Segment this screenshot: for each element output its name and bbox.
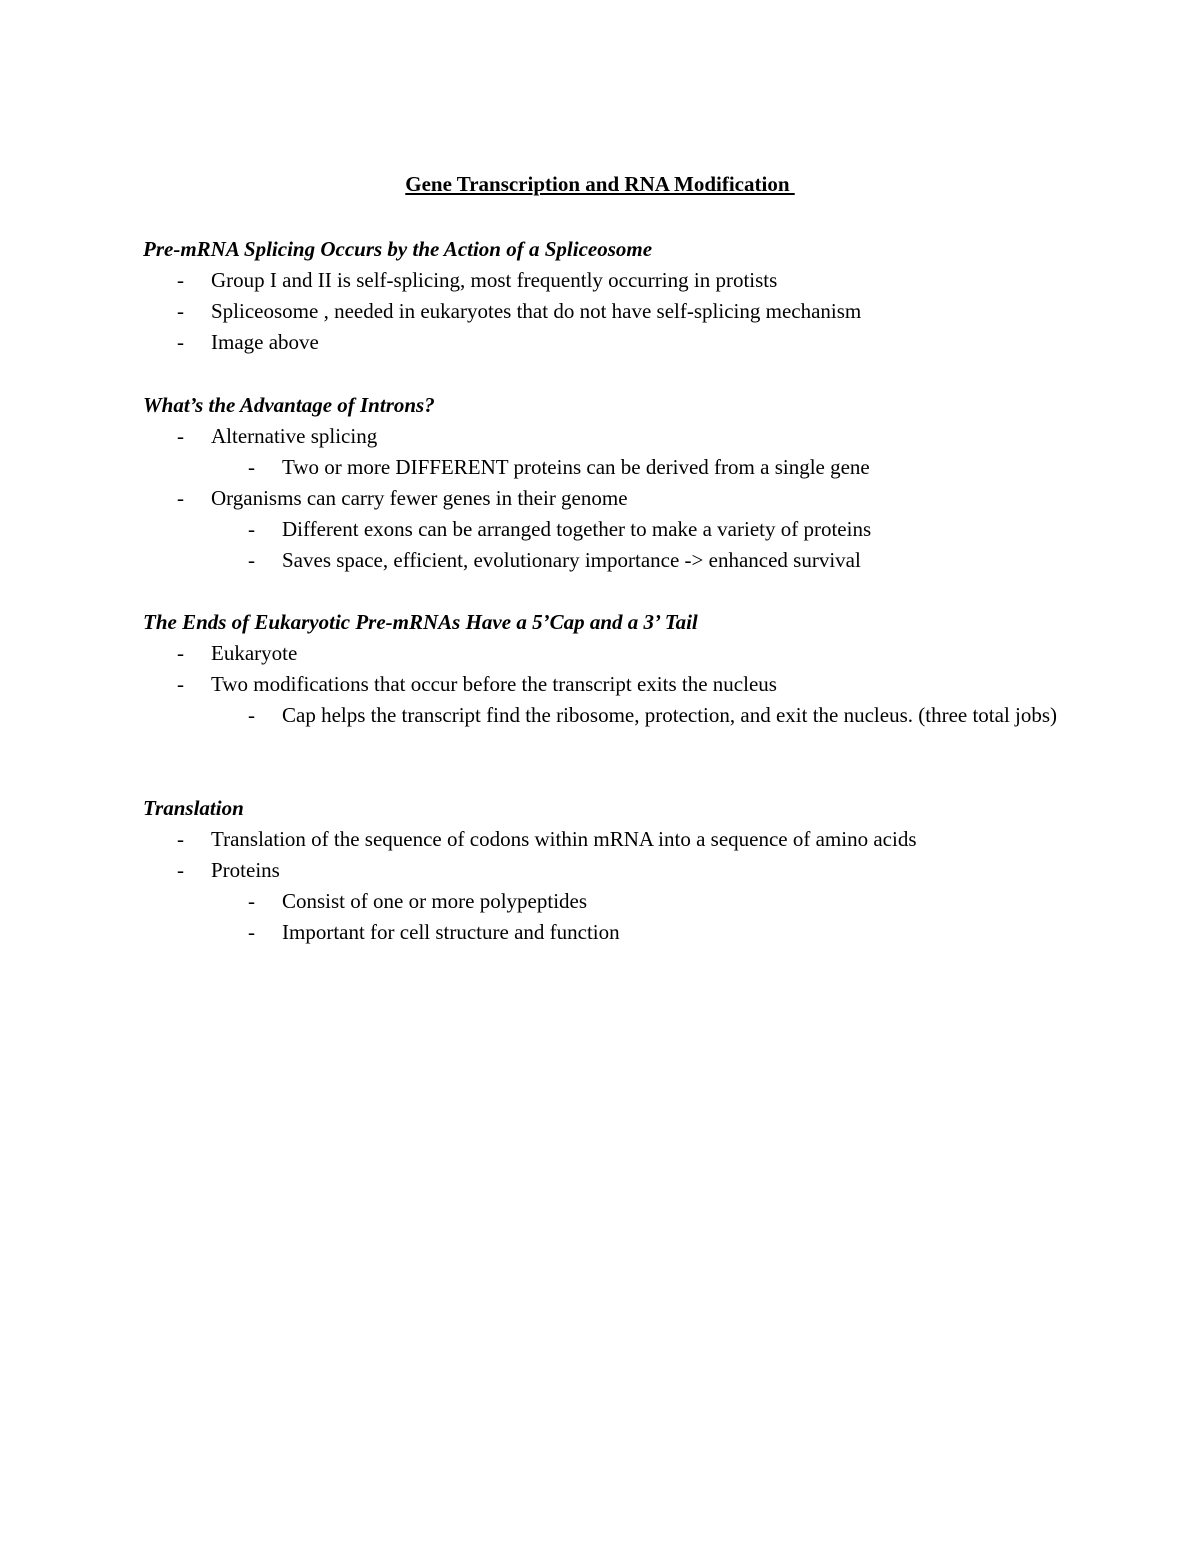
list-item [143, 669, 1063, 700]
section-translation [143, 793, 1063, 948]
bullet-dash: - [248, 920, 255, 944]
section-heading: Translation [143, 796, 244, 820]
list-item-text: Saves space, efficient, evolutionary importance -> enhanced survival [282, 548, 861, 572]
list-item-text: Eukaryote [211, 641, 298, 665]
list-item-text: Translation of the sequence of codons within mRNA into a sequence of amino acids [211, 827, 917, 851]
list-item-text: Spliceosome , needed in eukaryotes that do not have self-splicing mechanism [211, 299, 862, 323]
list-item [143, 700, 1063, 731]
bullet-dash: - [177, 672, 184, 696]
list-item [143, 483, 1063, 514]
list-item [143, 545, 1063, 576]
list-item-text: Proteins [211, 858, 280, 882]
bullet-dash: - [248, 889, 255, 913]
list-item [143, 638, 1063, 669]
list-item-text: Two modifications that occur before the transcript exits the nucleus [211, 672, 777, 696]
section-heading: The Ends of Eukaryotic Pre-mRNAs Have a 5’Cap and a 3’ Tail [143, 610, 698, 634]
list-item [143, 886, 1063, 917]
list-item-text: Important for cell structure and function [282, 920, 620, 944]
page-title: Gene Transcription and RNA Modification [405, 172, 795, 196]
list-item [143, 265, 1063, 296]
list-item-text: Group I and II is self-splicing, most frequently occurring in protists [211, 268, 778, 292]
list-item [143, 327, 1063, 358]
bullet-dash: - [177, 827, 184, 851]
list-item [143, 514, 1063, 545]
bullet-dash: - [248, 548, 255, 572]
list-item-text: Cap helps the transcript find the ribosome, protection, and exit the nucleus. (three total jobs) [282, 703, 1058, 727]
bullet-dash: - [248, 517, 255, 541]
bullet-dash: - [248, 703, 255, 727]
list-item [143, 452, 1063, 483]
list-item [143, 824, 1063, 855]
list-item-text: Different exons can be arranged together to make a variety of proteins [282, 517, 872, 541]
list-item-text: Organisms can carry fewer genes in their genome [211, 486, 628, 510]
list-item-text: Two or more DIFFERENT proteins can be derived from a single gene [282, 455, 870, 479]
bullet-dash: - [177, 858, 184, 882]
bullet-dash: - [248, 455, 255, 479]
section-heading: Pre-mRNA Splicing Occurs by the Action of a Spliceosome [143, 237, 653, 261]
section-spliceosome [143, 234, 1063, 358]
bullet-dash: - [177, 486, 184, 510]
bullet-dash: - [177, 641, 184, 665]
bullet-dash: - [177, 268, 184, 292]
bullet-dash: - [177, 330, 184, 354]
section-introns [143, 390, 1063, 576]
list-item-text: Image above [211, 330, 319, 354]
list-item [143, 917, 1063, 948]
list-item [143, 421, 1063, 452]
section-cap-tail [143, 607, 1063, 731]
list-item [143, 296, 1063, 327]
list-item-text: Alternative splicing [211, 424, 378, 448]
list-item [143, 855, 1063, 886]
bullet-dash: - [177, 299, 184, 323]
bullet-dash: - [177, 424, 184, 448]
section-heading: What’s the Advantage of Introns? [143, 393, 435, 417]
list-item-text: Consist of one or more polypeptides [282, 889, 588, 913]
